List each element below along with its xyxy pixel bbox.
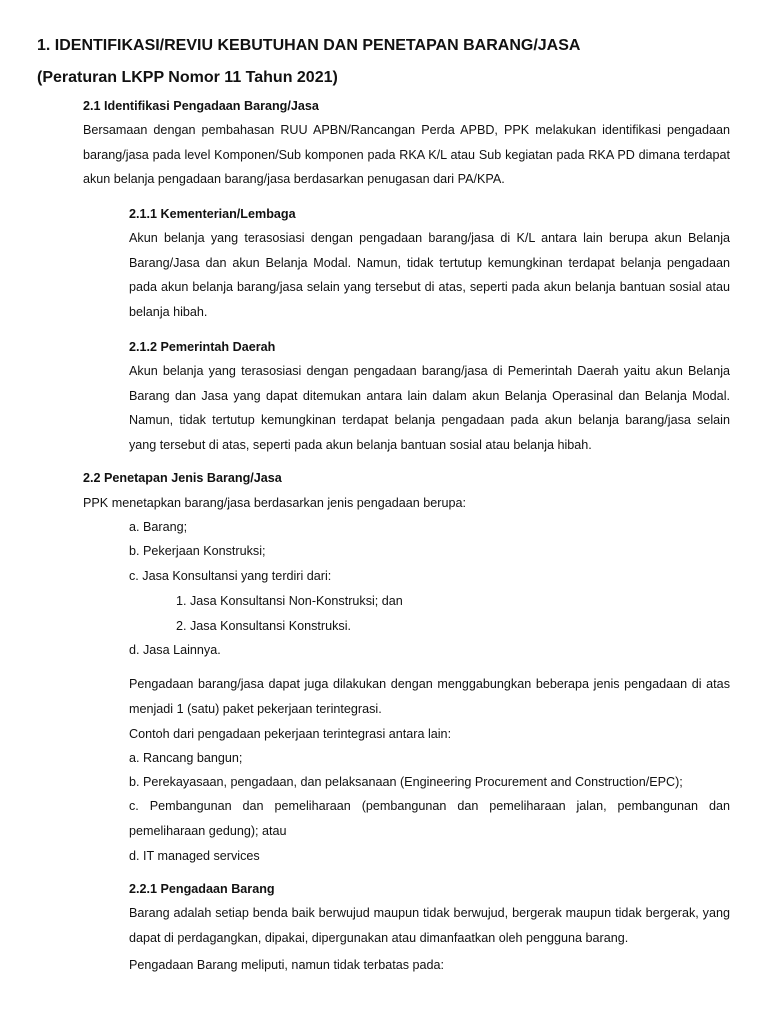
section-2-1-2-paragraph: Akun belanja yang terasosiasi dengan pengadaan barang/jasa di Pemerintah Daerah yaitu akun Belanja Barang dan Jasa yang dapat ditemukan antara lain dalam akun Belanja Operasinal dan Belanja Modal. Namun, tidak tertutup kemungkinan terdapat belanja pengadaan pada akun belanja barang/jasa selain yang tersebut di atas, seperti pada akun belanja bantuan sosial atau belanja hibah. <box>129 364 730 452</box>
document-title: 1. IDENTIFIKASI/REVIU KEBUTUHAN DAN PENETAPAN BARANG/JASA <box>37 37 581 54</box>
section-2-1-2-heading: 2.1.2 Pemerintah Daerah <box>129 340 276 354</box>
section-2-2-1-heading: 2.2.1 Pengadaan Barang <box>129 882 275 896</box>
document-subtitle: (Peraturan LKPP Nomor 11 Tahun 2021) <box>37 69 338 86</box>
section-2-1-1-heading: 2.1.1 Kementerian/Lembaga <box>129 207 296 221</box>
list-item-jasa-lainnya: d. Jasa Lainnya. <box>129 643 221 657</box>
list-subitem-konstruksi: 2. Jasa Konsultansi Konstruksi. <box>176 619 352 633</box>
list-subitem-non-konstruksi: 1. Jasa Konsultansi Non-Konstruksi; dan <box>176 594 403 608</box>
example-item-epc: b. Perekayasaan, pengadaan, dan pelaksanaan (Engineering Procurement and Construction/EPC); <box>129 775 683 789</box>
list-item-barang: a. Barang; <box>129 520 188 534</box>
list-item-pekerjaan-konstruksi: b. Pekerjaan Konstruksi; <box>129 544 266 558</box>
section-2-2-1-last-line: Pengadaan Barang meliputi, namun tidak terbatas pada: <box>129 958 445 972</box>
example-item-rancang-bangun: a. Rancang bangun; <box>129 751 243 765</box>
section-2-2-heading: 2.2 Penetapan Jenis Barang/Jasa <box>83 471 282 485</box>
example-item-pembangunan: c. Pembangunan dan pemeliharaan (pembangunan dan pemeliharaan jalan, pembangunan dan pemeliharaan gedung); atau <box>129 799 730 838</box>
list-item-jasa-konsultansi: c. Jasa Konsultansi yang terdiri dari: <box>129 569 332 583</box>
section-2-1-paragraph: Bersamaan dengan pembahasan RUU APBN/Rancangan Perda APBD, PPK melakukan identifikasi pengadaan barang/jasa pada level Komponen/Sub komponen pada RKA K/L atau Sub kegiatan pada RKA PD dimana terdapat akun belanja pengadaan barang/jasa berdasarkan penugasan dari PA/KPA. <box>83 123 730 186</box>
section-2-1-1-paragraph: Akun belanja yang terasosiasi dengan pengadaan barang/jasa di K/L antara lain berupa akun Belanja Barang/Jasa dan akun Belanja Modal. Namun, tidak tertutup kemungkinan terdapat belanja pengadaan pada akun belanja barang/jasa selain yang tersebut di atas, seperti pada akun belanja bantuan sosial atau belanja hibah. <box>129 231 730 319</box>
example-intro: Contoh dari pengadaan pekerjaan terintegrasi antara lain: <box>129 727 452 741</box>
section-2-2-1-paragraph: Barang adalah setiap benda baik berwujud maupun tidak berwujud, bergerak maupun tidak bergerak, yang dapat di perdagangkan, dipakai, dipergunakan atau dimanfaatkan oleh pengguna barang. <box>129 906 730 945</box>
integrated-paragraph: Pengadaan barang/jasa dapat juga dilakukan dengan menggabungkan beberapa jenis pengadaan di atas menjadi 1 (satu) paket pekerjaan terintegrasi. <box>129 677 730 716</box>
section-2-1-heading: 2.1 Identifikasi Pengadaan Barang/Jasa <box>83 99 319 113</box>
example-item-it-managed: d. IT managed services <box>129 849 260 863</box>
section-2-2-intro: PPK menetapkan barang/jasa berdasarkan jenis pengadaan berupa: <box>83 496 466 510</box>
